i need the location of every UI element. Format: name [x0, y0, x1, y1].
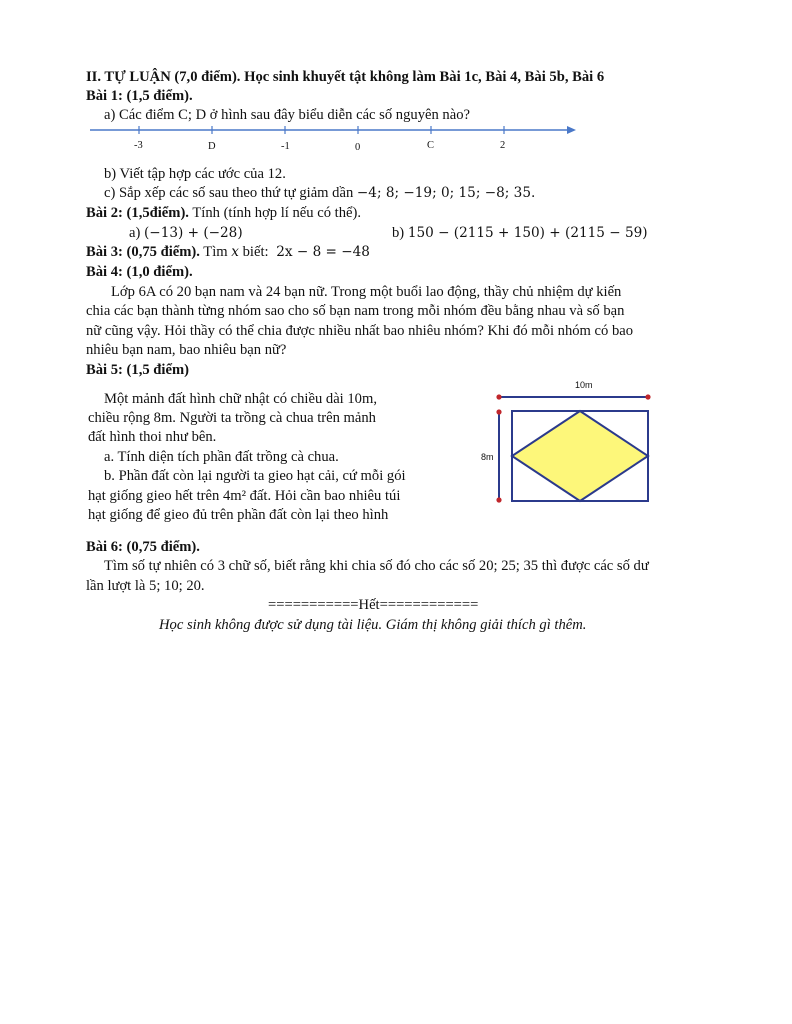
bai1-part-a: a) Các điểm C; D ở hình sau đây biểu diễn các số nguyên nào? — [104, 107, 470, 123]
bai6-line-1: Tìm số tự nhiên có 3 chữ số, biết rằng khi chia số đó cho các số 20; 25; 35 thì được các số dư — [104, 558, 649, 574]
rectangle-rhombus-figure — [476, 372, 676, 512]
bai2-a-label: a) — [129, 225, 141, 241]
nl-label-C: C — [427, 140, 435, 151]
bai2-b-label: b) — [392, 225, 405, 241]
bai2-part-b — [392, 224, 648, 242]
bai5-text-block — [88, 388, 440, 522]
bai5-line-5: b. Phần đất còn lại người ta gieo hạt cải, cứ mỗi gói — [104, 468, 406, 484]
section-title — [86, 68, 604, 86]
bai1-part-c — [104, 184, 535, 202]
bai6-line-2: lần lượt là 5; 10; 20. — [86, 578, 205, 594]
dimension-dot — [645, 394, 650, 399]
bai3-line — [86, 243, 370, 261]
bai3-heading: Bài 3: (0,75 điểm). — [86, 244, 200, 260]
bai5-line-3: đất hình thoi như bên. — [88, 429, 217, 445]
bai2-a-expr: (−13) + (−28) — [144, 225, 243, 241]
dimension-dot — [496, 497, 501, 502]
bai3-equation: 2x − 8 = −48 — [276, 244, 370, 260]
bai6-heading: Bài 6: (0,75 điểm). — [86, 539, 200, 555]
bai2-heading: Bài 2: (1,5điểm). — [86, 205, 189, 221]
nl-label-D: D — [208, 141, 216, 152]
bai3-text-after: biết: — [242, 244, 269, 260]
bai3-text-before: Tìm — [203, 244, 228, 260]
dimension-dot — [496, 409, 501, 414]
bai1-heading: Bài 1: (1,5 điểm). — [86, 88, 193, 104]
bai4-line-1: Lớp 6A có 20 bạn nam và 24 bạn nữ. Trong một buổi lao động, thầy chủ nhiệm dự kiến — [111, 284, 622, 300]
bai1-c-text: c) Sắp xếp các số sau theo thứ tự giảm dần — [104, 185, 354, 201]
width-label: 8m — [481, 452, 494, 462]
bai2-intro: Tính (tính hợp lí nếu có thể). — [192, 205, 361, 221]
bai4-line-4: nhiêu bạn nam, bao nhiêu bạn nữ? — [86, 342, 287, 358]
bai5-line-2: chiều rộng 8m. Người ta trồng cà chua trên mảnh — [88, 410, 376, 426]
dimension-dot — [496, 394, 501, 399]
bai5-line-1: Một mảnh đất hình chữ nhật có chiều dài 10m, — [104, 391, 377, 407]
bai1-c-numbers: −4; 8; −19; 0; 15; −8; 35. — [356, 185, 536, 201]
bai5-line-7: hạt giống để gieo đủ trên phần đất còn lại theo hình — [88, 507, 389, 522]
bai1-part-b: b) Viết tập hợp các ước của 12. — [104, 166, 286, 182]
number-line-arrow — [567, 126, 576, 134]
bai3-var: x — [231, 244, 239, 260]
section-title-note: Học sinh khuyết tật không làm Bài 1c, Bài 4, Bài 5b, Bài 6 — [244, 69, 605, 85]
nl-label-neg1: -1 — [281, 141, 290, 152]
bai5-line-6: hạt giống gieo hết trên 4m² đất. Hỏi cần bao nhiêu túi — [88, 488, 401, 504]
nl-label-2: 2 — [500, 140, 506, 151]
number-line — [86, 122, 586, 136]
bai4-heading: Bài 4: (1,0 điểm). — [86, 264, 193, 280]
nl-label-0: 0 — [355, 142, 361, 153]
bai4-line-2: chia các bạn thành từng nhóm sao cho số bạn nam trong mỗi nhóm đều bằng nhau và số bạn — [86, 303, 625, 319]
bai2-part-a — [129, 224, 243, 242]
bai2-line — [86, 204, 361, 222]
bai4-line-3: nữ cũng vậy. Hỏi thầy có thể chia được nhiều nhất bao nhiêu nhóm? Khi đó mỗi nhóm có bao — [86, 323, 634, 339]
end-marker: ===========Hết============ — [268, 597, 479, 613]
length-label: 10m — [575, 380, 593, 390]
bai2-b-expr: 150 − (2115 + 150) + (2115 − 59) — [407, 225, 648, 241]
bai5-line-4: a. Tính diện tích phần đất trồng cà chua. — [104, 449, 339, 465]
footer-note: Học sinh không được sử dụng tài liệu. Giám thị không giải thích gì thêm. — [159, 617, 587, 633]
section-title-prefix: II. TỰ LUẬN (7,0 điểm). — [86, 69, 241, 85]
tomato-rhombus — [512, 411, 648, 501]
bai5-heading: Bài 5: (1,5 điểm) — [86, 362, 189, 378]
nl-label-neg3: -3 — [134, 140, 143, 151]
